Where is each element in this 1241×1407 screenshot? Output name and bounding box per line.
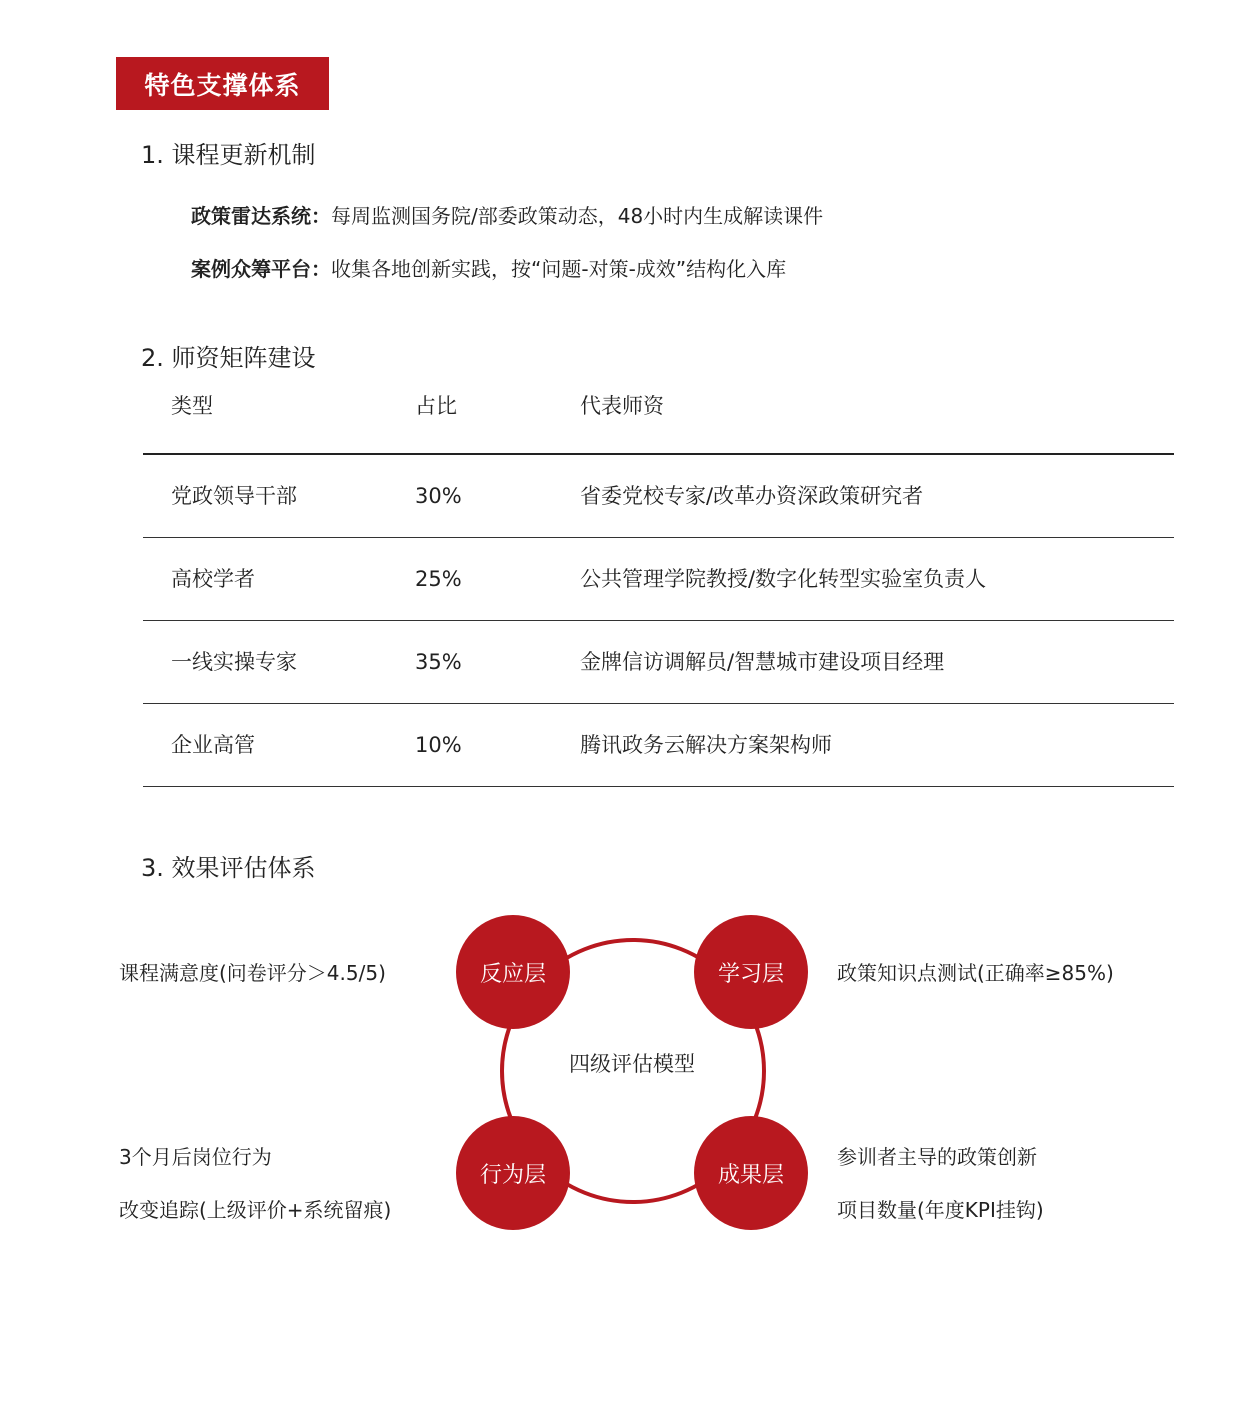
section-header-tag: 特色支撑体系 — [116, 57, 329, 110]
mechanism-text: 每周监测国务院/部委政策动态，48小时内生成解读课件 — [331, 204, 824, 228]
cell-share: 25% — [415, 567, 462, 591]
mechanism-text: 收集各地创新实践，按“问题-对策-成效”结构化入库 — [331, 257, 787, 281]
mechanism-label: 政策雷达系统： — [191, 204, 331, 228]
cell-share: 35% — [415, 650, 462, 674]
mechanism-label: 案例众筹平台： — [191, 257, 331, 281]
note-reaction: 课程满意度(问卷评分＞4.5/5) — [119, 961, 386, 985]
note-results-line1: 参训者主导的政策创新 — [837, 1145, 1037, 1169]
note-results-line2: 项目数量(年度KPI挂钩) — [837, 1198, 1044, 1222]
cell-representatives: 金牌信访调解员/智慧城市建设项目经理 — [580, 650, 945, 674]
cell-type: 党政领导干部 — [171, 484, 297, 508]
cell-type: 一线实操专家 — [171, 650, 297, 674]
node-results-layer: 成果层 — [694, 1116, 808, 1230]
column-header-share: 占比 — [415, 394, 457, 418]
node-reaction-layer: 反应层 — [456, 915, 570, 1029]
note-behavior-line1: 3个月后岗位行为 — [119, 1145, 272, 1169]
section-title-course-update: 1. 课程更新机制 — [141, 141, 316, 169]
section-title-evaluation-system: 3. 效果评估体系 — [141, 854, 316, 882]
column-header-type: 类型 — [171, 394, 213, 418]
section-title-faculty-matrix: 2. 师资矩阵建设 — [141, 344, 316, 372]
cell-share: 10% — [415, 733, 462, 757]
node-learning-layer: 学习层 — [694, 915, 808, 1029]
cell-share: 30% — [415, 484, 462, 508]
column-header-representatives: 代表师资 — [580, 394, 664, 418]
model-center-label: 四级评估模型 — [569, 1052, 695, 1076]
node-behavior-layer: 行为层 — [456, 1116, 570, 1230]
cell-representatives: 公共管理学院教授/数字化转型实验室负责人 — [580, 567, 987, 591]
cell-representatives: 省委党校专家/改革办资深政策研究者 — [580, 484, 924, 508]
cell-type: 高校学者 — [171, 567, 255, 591]
cell-type: 企业高管 — [171, 733, 255, 757]
note-learning: 政策知识点测试(正确率≥85%) — [837, 961, 1114, 985]
note-behavior-line2: 改变追踪(上级评价+系统留痕) — [119, 1198, 392, 1222]
cell-representatives: 腾讯政务云解决方案架构师 — [580, 733, 832, 757]
